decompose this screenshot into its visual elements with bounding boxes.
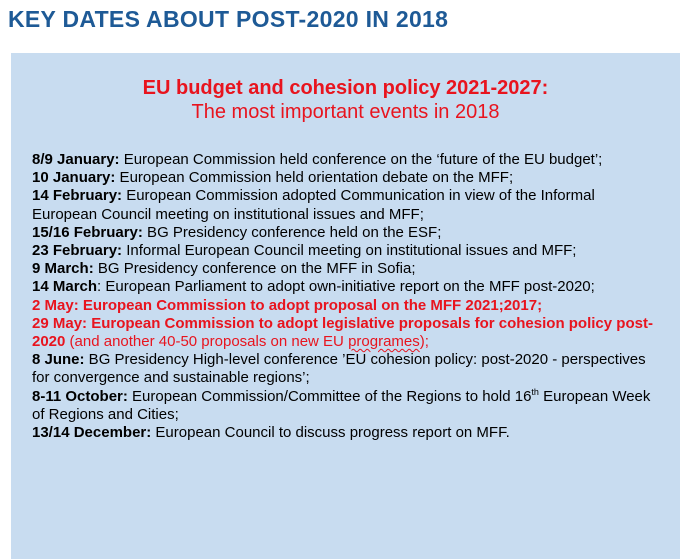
- event-text: European Week of Regions and Cities;: [32, 387, 651, 423]
- event-date: 10 January:: [32, 169, 116, 187]
- event-item: [32, 351, 662, 387]
- event-item: [32, 278, 662, 296]
- event-date: 9 March:: [32, 260, 94, 278]
- event-item: [32, 169, 662, 187]
- event-text: European Commission adopted Communication in view of the Informal European Council meeting on institutional issues and MFF;: [32, 187, 595, 223]
- event-text: BG Presidency conference held on the ESF;: [142, 223, 442, 241]
- event-date: 8 June:: [32, 351, 85, 369]
- event-date: 23 February:: [32, 242, 123, 260]
- event-date: 8/9 January:: [32, 151, 120, 168]
- event-text: : European Parliament to adopt own-initiative report on the MFF post-2020;: [97, 278, 595, 296]
- event-date: 8-11 October:: [32, 387, 128, 405]
- event-item: [32, 151, 662, 169]
- event-superscript: th: [531, 386, 539, 397]
- event-text: BG Presidency High-level conference ’EU cohesion policy: post-2020 - perspectives for convergence and sustainable regions’;: [32, 351, 646, 387]
- event-item-highlight: [32, 297, 662, 315]
- event-item: [32, 260, 662, 278]
- event-date: 14 February:: [32, 187, 123, 205]
- event-text-misspelled: programes: [348, 333, 420, 351]
- event-text: Informal European Council meeting on institutional issues and MFF;: [122, 242, 577, 260]
- events-list: [32, 151, 662, 442]
- event-date: 15/16 February:: [32, 223, 143, 241]
- event-item: [32, 224, 662, 242]
- event-item-highlight: [32, 315, 662, 351]
- box-title: [11, 76, 680, 124]
- event-text: European Commission held orientation debate on the MFF;: [115, 169, 514, 187]
- event-date: 13/14 December:: [32, 424, 152, 442]
- event-text: European Commission held conference on the ‘future of the EU budget’;: [119, 151, 603, 168]
- page-heading: KEY DATES ABOUT POST-2020 IN 2018: [8, 6, 449, 32]
- events-box: [11, 53, 680, 559]
- event-text: BG Presidency conference on the MFF in Sofia;: [93, 260, 416, 278]
- event-text: );: [419, 333, 429, 351]
- event-text: European Council to discuss progress report on MFF.: [151, 424, 510, 442]
- event-date: 14 March: [32, 278, 98, 296]
- event-item: [32, 242, 662, 260]
- event-date: 29 May: European Commission to adopt legislative proposals for cohesion policy post-2020: [32, 314, 653, 351]
- event-text: European Commission/Committee of the Regions to hold 16: [127, 387, 532, 405]
- box-title-line1: EU budget and cohesion policy 2021-2027:: [142, 77, 549, 99]
- event-text: (and another 40-50 proposals on new EU: [65, 333, 349, 351]
- event-date: 2 May: European Commission to adopt proposal on the MFF 2021;2017;: [32, 296, 543, 314]
- box-title-line2: The most important events in 2018: [191, 101, 500, 123]
- event-item: [32, 424, 662, 442]
- event-item: [32, 187, 662, 223]
- event-item: [32, 388, 662, 424]
